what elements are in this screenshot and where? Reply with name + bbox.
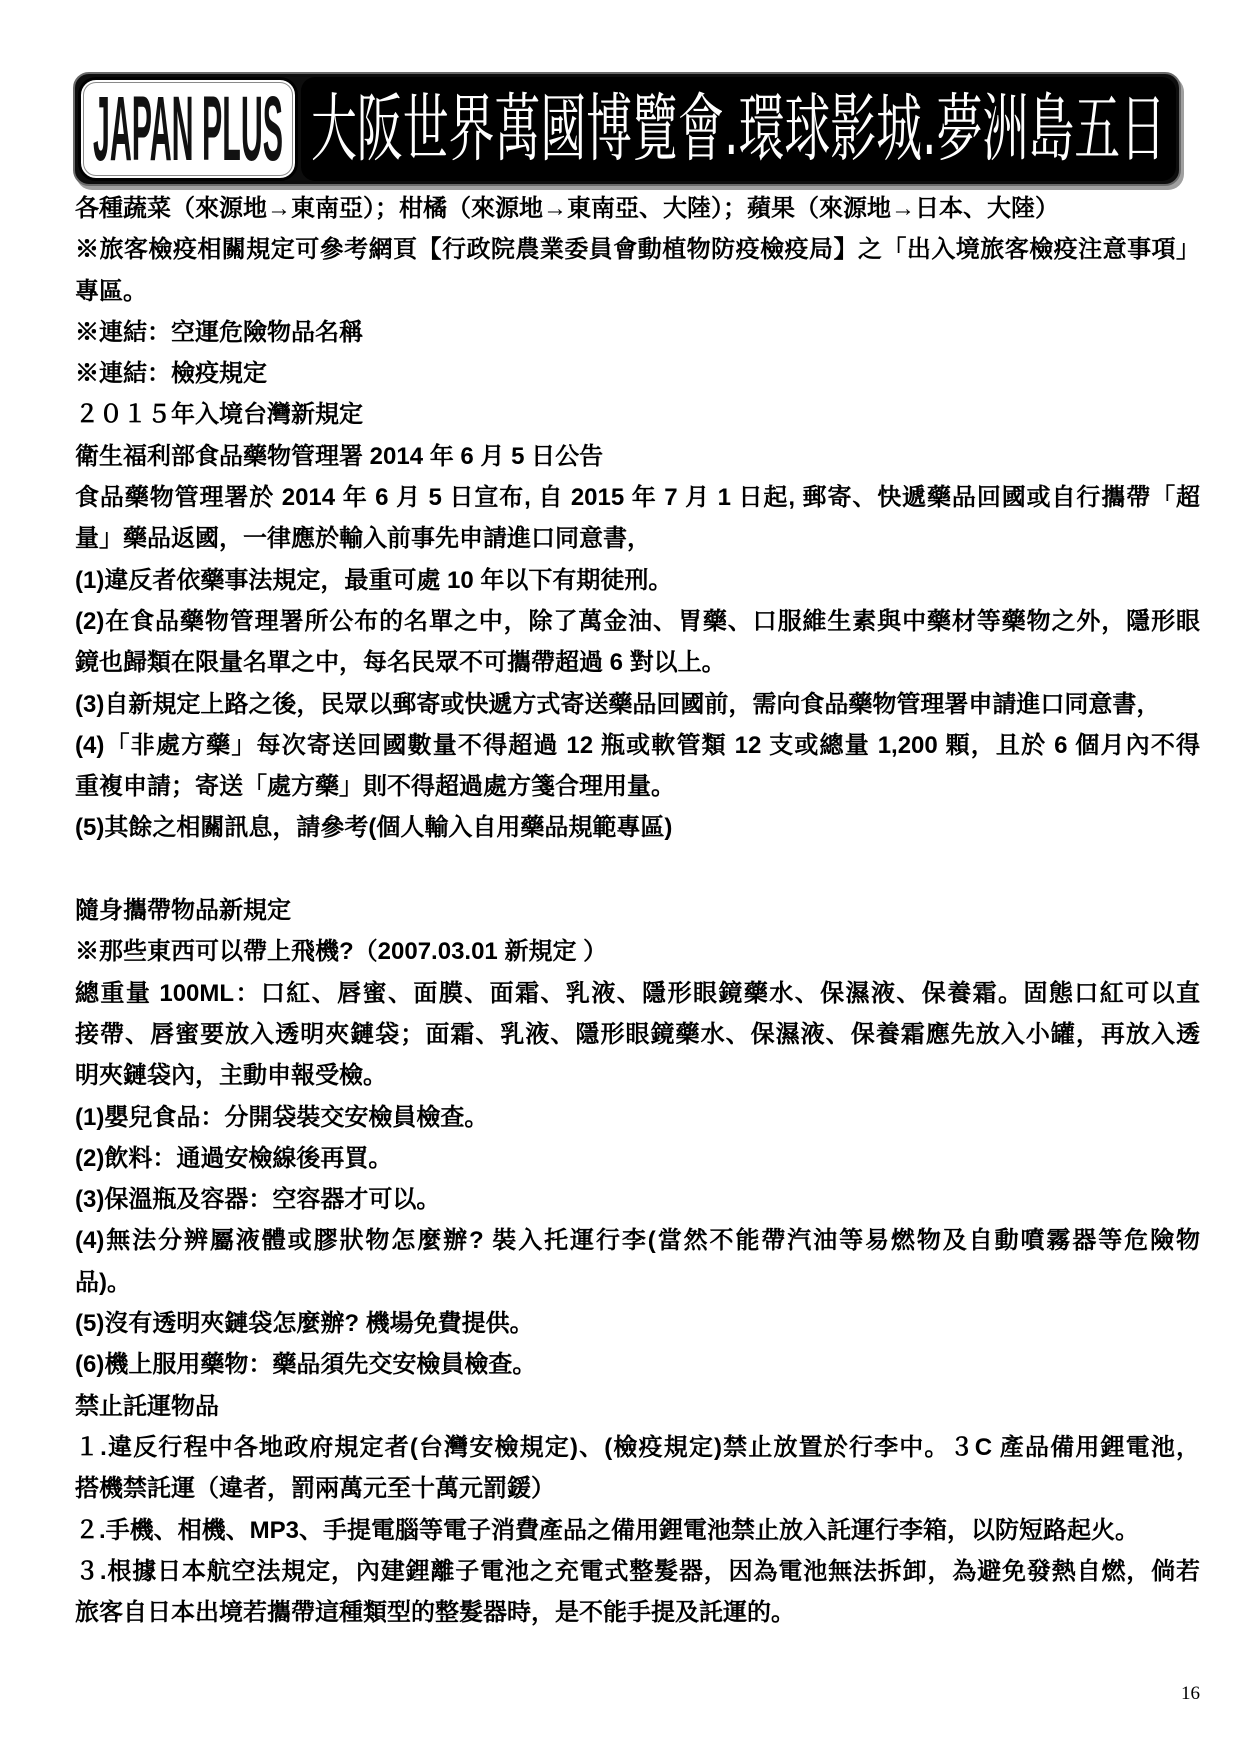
quarantine-line: 各種蔬菜（來源地→東南亞）；柑橘（來源地→東南亞、大陸）；蘋果（來源地→日本、大陸） — [75, 195, 1059, 222]
carry-on-rule-line: 品)。 — [75, 1268, 131, 1296]
medicine-rule-line: 重複申請；寄送「處方藥」則不得超過處方箋合理用量。 — [75, 773, 675, 801]
carry-on-rule-line: (5)沒有透明夾鏈袋怎麼辦? 機場免費提供。 — [75, 1310, 534, 1338]
announcement-line: 衛生福利部食品藥物管理署 2014 年 6 月 5 日公告 — [75, 442, 604, 470]
blank-line — [75, 849, 1200, 890]
prohibited-rule-line: １.違反行程中各地政府規定者(台灣安檢規定)、(檢疫規定)禁止放置於行李中。３C 產品備用鋰電池， — [75, 1433, 1200, 1461]
medicine-rule-line: 食品藥物管理署於 2014 年 6 月 5 日宣布, 自 2015 年 7 月 1 日起, 郵寄、快遞藥品回國或自行攜帶「超 — [75, 484, 1200, 512]
carry-on-rule-line: 總重量 100ML：口紅、唇蜜、面膜、面霜、乳液、隱形眼鏡藥水、保濕液、保養霜。固態口紅可以直 — [75, 979, 1200, 1007]
page-number: 16 — [1181, 1683, 1200, 1704]
medicine-rules-heading: ２０１５年入境台灣新規定 — [75, 401, 363, 429]
medicine-rule-line: 量」藥品返國，一律應於輸入前事先申請進口同意書， — [75, 525, 651, 553]
carry-on-rule-line: 接帶、唇蜜要放入透明夾鏈袋；面霜、乳液、隱形眼鏡藥水、保濕液、保養霜應先放入小罐，再放入透 — [75, 1020, 1200, 1048]
medicine-rule-line: (2)在食品藥物管理署所公布的名單之中，除了萬金油、胃藥、口服維生素與中藥材等藥物之外，隱形眼 — [75, 607, 1200, 635]
prohibited-rule-line: 旅客自日本出境若攜帶這種類型的整髮器時，是不能手提及託運的。 — [75, 1599, 795, 1627]
medicine-rule-line: (4)「非處方藥」每次寄送回國數量不得超過 12 瓶或軟管類 12 支或總量 1,200 顆，且於 6 個月內不得 — [75, 731, 1200, 759]
prohibited-rule-line: ２.手機、相機、MP3、手提電腦等電子消費產品之備用鋰電池禁止放入託運行李箱，以防短路起火。 — [75, 1516, 1140, 1544]
medicine-rule-line: (1)違反者依藥事法規定，最重可處 10 年以下有期徒刑。 — [75, 566, 673, 594]
medicine-rule-line: (3)自新規定上路之後，民眾以郵寄或快遞方式寄送藥品回國前，需向食品藥物管理署申請進口同意書， — [75, 690, 1161, 718]
medicine-rule-line: (5)其餘之相關訊息，請參考(個人輸入自用藥品規範專區) — [75, 814, 673, 842]
carry-on-rule-line: (6)機上服用藥物：藥品須先交安檢員檢查。 — [75, 1351, 537, 1379]
carry-on-rule-line: (3)保溫瓶及容器：空容器才可以。 — [75, 1186, 441, 1214]
medicine-rules-section — [75, 394, 1200, 848]
quarantine-rules-link-line: ※連結：檢疫規定 — [75, 360, 267, 388]
quarantine-notes-section — [75, 188, 1200, 394]
medicine-rule-line: 鏡也歸類在限量名單之中，每名民眾不可攜帶超過 6 對以上。 — [75, 649, 726, 677]
tour-title-box — [301, 77, 1176, 181]
carry-on-question: ※那些東西可以帶上飛機?（2007.03.01 新規定 ） — [75, 938, 608, 966]
prohibited-rule-line: 搭機禁託運（違者，罰兩萬元至十萬元罰鍰） — [75, 1475, 555, 1503]
dangerous-goods-link-line: ※連結：空運危險物品名稱 — [75, 318, 363, 346]
carry-on-rule-line: (2)飲料：通過安檢線後再買。 — [75, 1144, 393, 1172]
quarantine-line: 專區。 — [75, 277, 147, 305]
carry-on-rule-line: 明夾鏈袋內，主動申報受檢。 — [75, 1062, 387, 1090]
quarantine-line: ※旅客檢疫相關規定可參考網頁【行政院農業委員會動植物防疫檢疫局】之「出入境旅客檢疫注意事項」 — [75, 236, 1200, 264]
header-banner — [73, 72, 1181, 186]
carry-on-rule-line: (4)無法分辨屬液體或膠狀物怎麼辦? 裝入托運行李(當然不能帶汽油等易燃物及自動噴霧器等危險物 — [75, 1227, 1200, 1255]
tour-title: 大阪世界萬國博覽會.環球影城.夢洲島五日 — [311, 86, 1167, 172]
prohibited-rule-line: ３.根據日本航空法規定，內建鋰離子電池之充電式整髮器，因為電池無法拆卸，為避免發熱自燃，倘若 — [75, 1557, 1200, 1585]
document-body — [75, 188, 1200, 1633]
brand-name: JAPAN PLUS — [92, 78, 284, 180]
brand-logo-box — [78, 77, 298, 181]
prohibited-checked-section — [75, 1386, 1200, 1634]
prohibited-heading: 禁止託運物品 — [75, 1392, 219, 1420]
carry-on-heading: 隨身攜帶物品新規定 — [75, 897, 291, 925]
carry-on-section — [75, 890, 1200, 1386]
carry-on-rule-line: (1)嬰兒食品：分開袋裝交安檢員檢查。 — [75, 1103, 489, 1131]
